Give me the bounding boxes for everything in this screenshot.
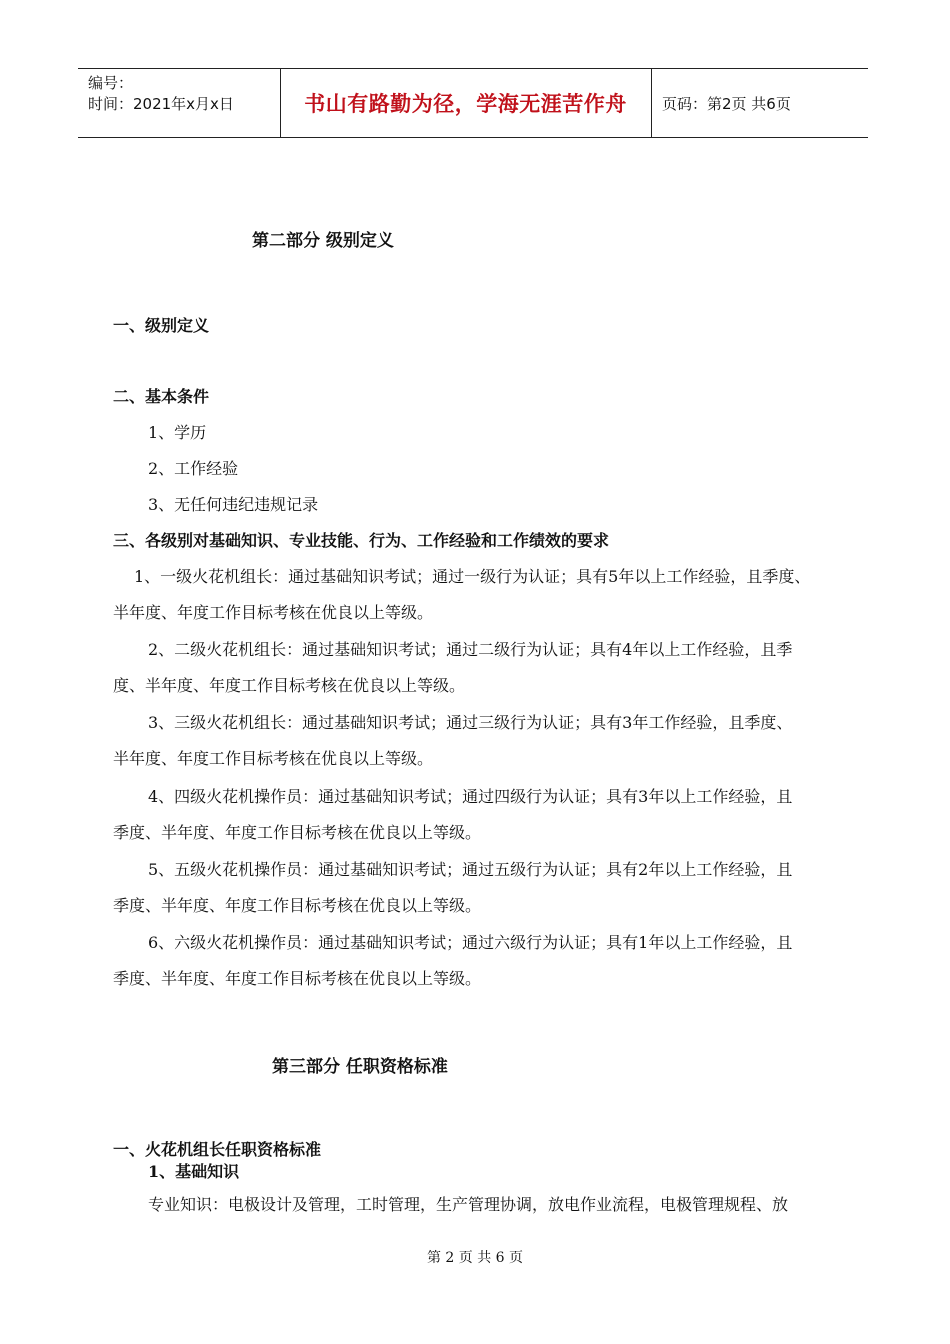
time-label: 时间：2021年x月x日 bbox=[88, 95, 234, 113]
list-item: 3、无任何违纪违规记录 bbox=[148, 495, 319, 514]
requirement-line: 度、半年度、年度工作目标考核在优良以上等级。 bbox=[113, 676, 466, 695]
requirement-line: 2、二级火花机组长：通过基础知识考试；通过二级行为认证；具有4年以上工作经验，且季 bbox=[148, 640, 793, 659]
requirement-line: 5、五级火花机操作员：通过基础知识考试；通过五级行为认证；具有2年以上工作经验，且 bbox=[148, 860, 793, 879]
header-motto: 书山有路勤为径，学海无涯苦作舟 bbox=[304, 91, 627, 116]
requirement-line: 半年度、年度工作目标考核在优良以上等级。 bbox=[113, 749, 434, 768]
requirement-line: 1、一级火花机组长：通过基础知识考试；通过一级行为认证；具有5年以上工作经验，且季度、 bbox=[134, 567, 811, 586]
number-label: 编号： bbox=[88, 74, 134, 92]
section-heading: 二、基本条件 bbox=[113, 387, 210, 406]
requirement-line: 季度、半年度、年度工作目标考核在优良以上等级。 bbox=[113, 823, 482, 842]
part2-title: 第二部分 级别定义 bbox=[252, 231, 394, 251]
requirement-line: 季度、半年度、年度工作目标考核在优良以上等级。 bbox=[113, 896, 482, 915]
requirement-line: 季度、半年度、年度工作目标考核在优良以上等级。 bbox=[113, 969, 482, 988]
list-item: 2、工作经验 bbox=[148, 459, 239, 478]
subsection-heading: 1、基础知识 bbox=[148, 1162, 240, 1181]
body-text: 专业知识：电极设计及管理，工时管理，生产管理协调，放电作业流程，电极管理规程、放 bbox=[148, 1195, 789, 1214]
part3-title: 第三部分 任职资格标准 bbox=[272, 1057, 448, 1077]
header-meta bbox=[88, 73, 234, 115]
section-heading: 一、级别定义 bbox=[113, 316, 210, 335]
requirement-line: 半年度、年度工作目标考核在优良以上等级。 bbox=[113, 603, 434, 622]
requirement-line: 6、六级火花机操作员：通过基础知识考试；通过六级行为认证；具有1年以上工作经验，且 bbox=[148, 933, 793, 952]
page-header bbox=[78, 68, 868, 138]
section-heading: 一、火花机组长任职资格标准 bbox=[113, 1140, 322, 1159]
list-item: 1、学历 bbox=[148, 423, 207, 442]
page-footer: 第 2 页 共 6 页 bbox=[426, 1250, 524, 1266]
section-heading: 三、各级别对基础知识、专业技能、行为、工作经验和工作绩效的要求 bbox=[113, 531, 610, 550]
requirement-line: 3、三级火花机组长：通过基础知识考试；通过三级行为认证；具有3年工作经验，且季度、 bbox=[148, 713, 793, 732]
header-divider bbox=[651, 69, 652, 137]
requirement-line: 4、四级火花机操作员：通过基础知识考试；通过四级行为认证；具有3年以上工作经验，且 bbox=[148, 787, 793, 806]
header-page-info: 页码：第2页 共6页 bbox=[662, 94, 791, 113]
